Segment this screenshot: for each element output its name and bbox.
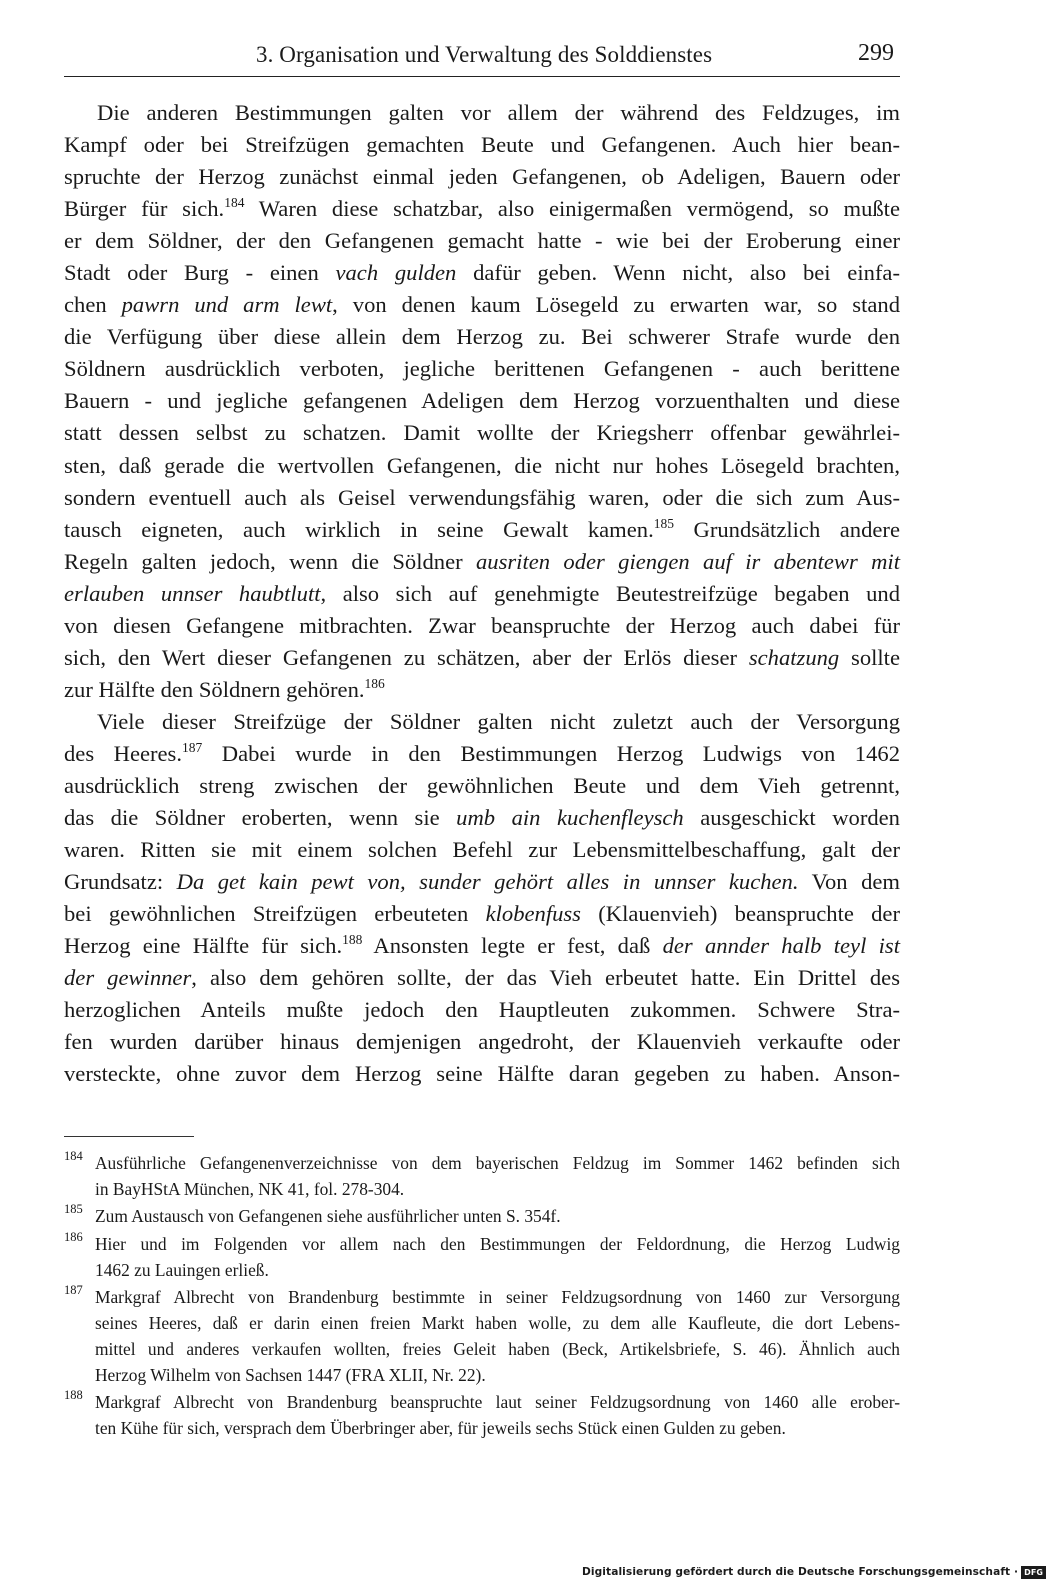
- italic-quote: schatzung: [748, 644, 840, 670]
- footnote-text: Markgraf Albrecht von Brandenburg bestimmte in seiner Feldzugsordnung von 1460 zur Versorgung: [95, 1286, 900, 1307]
- text-run: chen: [64, 292, 122, 318]
- text-line: [64, 930, 900, 962]
- footnote-text: Ausführliche Gefangenenverzeichnisse von dem bayerischen Feldzug im Sommer 1462 befinden sich: [95, 1153, 900, 1173]
- text-run: zur Hälfte den Söldnern gehören.: [64, 676, 365, 702]
- text-run: herzoglichen Anteils mußte jedoch den Hauptleuten zukommen. Schwere Stra-: [64, 997, 900, 1023]
- text-line: [64, 514, 900, 546]
- text-run: Stadt oder Burg - einen: [64, 260, 336, 286]
- footnote-text: Markgraf Albrecht von Brandenburg beanspruchte laut seiner Feldzugsordnung von 1460 alle erober-: [95, 1392, 900, 1413]
- footnote-line: [64, 1284, 900, 1310]
- text-run: fen wurden darüber hinaus demjenigen angedroht, der Klauenvieh verkaufte oder: [64, 1029, 900, 1055]
- footnote-text: in BayHStA München, NK 41, fol. 278-304.: [95, 1178, 405, 1199]
- footnote: [64, 1231, 900, 1284]
- text-line: [64, 898, 900, 930]
- footnote-line: [64, 1362, 900, 1388]
- text-run: Viele dieser Streifzüge der Söldner galten nicht zuletzt auch der Versorgung: [97, 708, 900, 734]
- text-line: [64, 738, 900, 770]
- footnote-line: [64, 1150, 900, 1176]
- text-run: er dem Söldner, der den Gefangenen gemacht hatte - wie bei der Eroberung einer: [64, 228, 900, 254]
- footnote-line: [64, 1415, 900, 1441]
- footnote-number: 188: [64, 1388, 83, 1403]
- text-run: das die Söldner eroberten, wenn sie: [64, 805, 457, 831]
- footnote-rule: [64, 1136, 194, 1137]
- text-line: [64, 674, 900, 706]
- text-run: Dabei wurde in den Bestimmungen Herzog Ludwigs von 1462: [202, 740, 900, 766]
- italic-quote: der gewinner: [64, 965, 192, 991]
- text-line: [64, 962, 900, 994]
- footnote-line: [64, 1310, 900, 1336]
- footnote-number: 185: [64, 1202, 83, 1217]
- text-run: Die anderen Bestimmungen galten vor allem der während des Feldzuges, im: [97, 100, 900, 125]
- footnote: [64, 1203, 900, 1230]
- dfg-logo: DFG: [1021, 1566, 1046, 1579]
- text-run: bei gewöhnlichen Streifzügen erbeuteten: [64, 901, 486, 927]
- text-line: [64, 642, 900, 674]
- text-line: [64, 802, 900, 834]
- text-line: [64, 129, 900, 161]
- text-line: [64, 161, 900, 193]
- text-run: ausdrücklich streng zwischen der gewöhnlichen Beute und dem Vieh getrennt,: [64, 772, 900, 798]
- text-line: [64, 1058, 900, 1090]
- text-line: [64, 353, 900, 385]
- text-run: (Klauenvieh) beanspruchte der: [580, 901, 900, 927]
- text-line: [64, 193, 900, 225]
- footnotes: [64, 1150, 900, 1442]
- text-line: [64, 706, 900, 738]
- footnote-ref: 184: [224, 195, 245, 211]
- text-run: spruchte der Herzog zunächst einmal jeden Gefangenen, ob Adeligen, Bauern oder: [64, 164, 900, 190]
- footnote-number: 184: [64, 1149, 83, 1163]
- italic-quote: der annder halb teyl ist: [662, 933, 900, 959]
- footnote-line: [64, 1389, 900, 1415]
- text-run: dafür geben. Wenn nicht, also bei einfa-: [456, 260, 900, 286]
- italic-quote: umb ain kuchenfleysch: [456, 805, 684, 831]
- footnote-text: Herzog Wilhelm von Sachsen 1447 (FRA XLII, Nr. 22).: [95, 1364, 486, 1385]
- text-run: Bürger für sich.: [64, 196, 225, 222]
- text-run: , also sich auf genehmigte Beutestreifzüge begaben und: [320, 580, 900, 606]
- text-run: des Heeres.: [64, 740, 183, 766]
- text-line: [64, 321, 900, 353]
- text-run: Ansonsten legte er fest, daß: [362, 933, 663, 959]
- text-line: [64, 834, 900, 866]
- italic-quote: pawrn und arm lewt: [121, 292, 333, 318]
- text-run: von diesen Gefangene mitbrachten. Zwar beanspruchte der Herzog auch dabei für: [64, 612, 900, 638]
- text-run: waren. Ritten sie mit einem solchen Befehl zur Lebensmittelbeschaffung, galt der: [64, 837, 900, 863]
- text-run: Herzog eine Hälfte für sich.: [64, 933, 343, 959]
- text-run: Waren diese schatzbar, also einigermaßen vermögend, so mußte: [244, 196, 900, 222]
- text-run: die Verfügung über diese allein dem Herzog zu. Bei schwerer Strafe wurde den: [64, 324, 900, 350]
- italic-quote: vach gulden: [335, 260, 457, 286]
- text-line: [64, 866, 900, 898]
- italic-quote: Da get kain pewt von, sunder gehört alles in unnser kuchen.: [176, 869, 799, 895]
- text-run: Söldnern ausdrücklich verboten, jegliche berittenen Gefangenen - auch berittene: [64, 356, 900, 382]
- text-run: sich, den Wert dieser Gefangenen zu schätzen, aber der Erlös dieser: [64, 644, 749, 670]
- text-line: [64, 578, 900, 610]
- text-line: [64, 417, 900, 449]
- footnote-line: [64, 1176, 900, 1202]
- text-run: Regeln galten jedoch, wenn die Söldner: [64, 548, 476, 574]
- text-run: statt dessen selbst zu schatzen. Damit wollte der Kriegsherr offenbar gewährlei-: [64, 420, 900, 446]
- footnote-text: ten Kühe für sich, versprach dem Überbringer aber, für jeweils sechs Stück einen Gulden zu geben.: [95, 1417, 786, 1438]
- text-line: [64, 450, 900, 482]
- text-run: sollte: [839, 644, 900, 670]
- footnote-text: Zum Austausch von Gefangenen siehe ausführlicher unten S. 354f.: [95, 1206, 561, 1227]
- italic-quote: erlauben unnser haubtlutt: [64, 580, 321, 606]
- footnote-text: Hier und im Folgenden vor allem nach den Bestimmungen der Feldordnung, die Herzog Ludwig: [95, 1233, 900, 1254]
- text-run: , also dem gehören sollte, der das Vieh erbeutet hatte. Ein Drittel des: [191, 965, 900, 991]
- text-run: Von dem: [798, 869, 900, 895]
- text-run: Bauern - und jegliche gefangenen Adeligen dem Herzog vorzuenthalten und diese: [64, 388, 900, 414]
- italic-quote: klobenfuss: [485, 901, 581, 927]
- text-line: [64, 610, 900, 642]
- footnote-text: 1462 zu Lauingen erließ.: [95, 1259, 269, 1280]
- text-run: , von denen kaum Lösegeld zu erwarten war, so stand: [332, 292, 900, 318]
- footnote-ref: 187: [182, 739, 203, 755]
- text-run: Grundsätzlich andere: [673, 516, 900, 542]
- footnote-line: [64, 1257, 900, 1283]
- footnote-text: seines Heeres, daß er darin einen freien Markt haben wolle, zu dem alle Kaufleute, die dort Lebens-: [95, 1312, 900, 1333]
- footnote-text: mittel und anderes verkaufen wollten, freies Geleit haben (Beck, Artikelsbriefe, S. 46). Ähnlich auch: [95, 1338, 900, 1359]
- footnote-ref: 188: [342, 932, 363, 948]
- text-run: Kampf oder bei Streifzügen gemachten Beute und Gefangenen. Auch hier bean-: [64, 132, 900, 158]
- text-line: [64, 1026, 900, 1058]
- footnote-line: [64, 1231, 900, 1257]
- text-line: [64, 257, 900, 289]
- text-line: [64, 770, 900, 802]
- text-line: [64, 289, 900, 321]
- text-line: [64, 482, 900, 514]
- text-run: sten, daß gerade die wertvollen Gefangenen, die nicht nur hohes Lösegeld brachten,: [64, 452, 900, 478]
- page-header: [64, 40, 900, 77]
- footnote-number: 187: [64, 1282, 83, 1297]
- footnote-ref: 186: [364, 675, 385, 691]
- footnote-ref: 185: [653, 515, 674, 531]
- text-line: [64, 97, 900, 129]
- text-line: [64, 385, 900, 417]
- text-run: ausgeschickt worden: [683, 805, 900, 831]
- credit-text: Digitalisierung gefördert durch die Deutsche Forschungsgemeinschaft ·: [582, 1566, 1019, 1578]
- text-line: [64, 994, 900, 1026]
- text-run: sondern eventuell auch als Geisel verwendungsfähig waren, oder die sich zum Aus-: [64, 484, 900, 510]
- running-head: 3. Organisation und Verwaltung des Solddienstes: [256, 42, 713, 67]
- text-run: Grundsatz:: [64, 869, 177, 895]
- footnote: [64, 1150, 900, 1203]
- footnote-number: 186: [64, 1229, 83, 1244]
- footnote-line: [64, 1336, 900, 1362]
- footnote-line: [64, 1203, 900, 1229]
- text-line: [64, 225, 900, 257]
- page-number: 299: [858, 40, 894, 66]
- digitization-credit: [582, 1562, 1044, 1582]
- body-text: [64, 97, 900, 1090]
- footnote: [64, 1389, 900, 1442]
- text-line: [64, 546, 900, 578]
- footnote: [64, 1284, 900, 1389]
- text-run: versteckte, ohne zuvor dem Herzog seine Hälfte daran gegeben zu haben. Anson-: [64, 1061, 900, 1087]
- text-run: tausch eigneten, auch wirklich in seine Gewalt kamen.: [64, 516, 654, 542]
- italic-quote: ausriten oder giengen auf ir abentewr mit: [476, 548, 900, 574]
